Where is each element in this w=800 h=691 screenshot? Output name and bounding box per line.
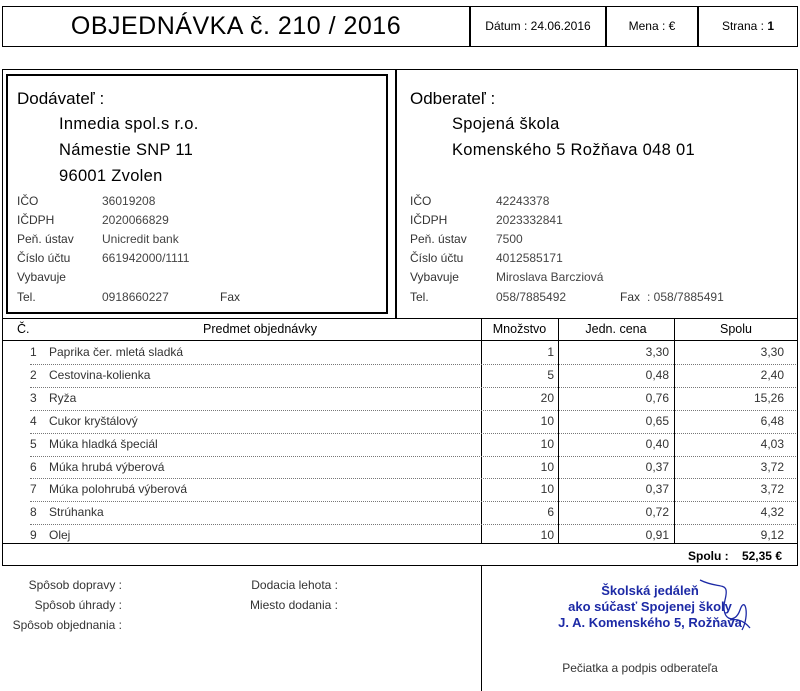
row-total: 4,03 (760, 436, 784, 451)
row-separator (30, 478, 796, 479)
row-item: Múka polohrubá výberová (49, 482, 188, 497)
row-number: 2 (30, 367, 37, 382)
col-header-price: Jedn. cena (585, 322, 647, 336)
supplier-field-label: Vybavuje (17, 270, 66, 284)
row-qty: 10 (540, 436, 554, 451)
row-total: 2,40 (760, 367, 784, 382)
supplier-field-label: IČO (17, 194, 39, 208)
row-separator (30, 524, 796, 525)
row-separator (30, 410, 796, 411)
col-header-total: Spolu (720, 322, 752, 336)
row-item: Ryža (49, 390, 77, 405)
supplier-heading: Dodávateľ : (17, 89, 105, 108)
parties-divider (395, 69, 397, 319)
row-total: 3,72 (760, 482, 784, 497)
customer-field-value: 4012585171 (496, 251, 563, 265)
order-title: OBJEDNÁVKA č. 210 / 2016 (2, 6, 470, 47)
row-number: 9 (30, 528, 37, 543)
date-value: 24.06.2016 (530, 19, 591, 33)
row-qty: 1 (547, 345, 554, 359)
row-number: 7 (30, 482, 37, 497)
row-separator (30, 433, 796, 434)
row-price: 0,65 (645, 413, 669, 428)
supplier-field-value: 36019208 (102, 194, 156, 208)
sum-label: Spolu : (688, 549, 729, 563)
row-number: 4 (30, 413, 37, 428)
payment-label: Spôsob úhrady : (34, 598, 122, 612)
row-total: 3,30 (760, 345, 784, 359)
row-item: Paprika čer. mletá sladká (49, 345, 184, 359)
row-total: 15,26 (753, 390, 784, 405)
sum-value: 52,35 € (741, 549, 782, 563)
row-total: 9,12 (760, 528, 784, 543)
row-price: 0,37 (645, 459, 669, 474)
row-qty: 5 (547, 367, 554, 382)
signature (690, 570, 770, 650)
customer-field-label: Tel. (410, 290, 429, 304)
row-qty: 20 (540, 390, 554, 405)
col-header-item: Predmet objednávky (203, 322, 317, 336)
row-separator (30, 456, 796, 457)
supplier-field-label: Tel. (17, 290, 36, 304)
supplier-field-label: Číslo účtu (17, 251, 71, 265)
row-number: 5 (30, 436, 37, 451)
supplier-field-value: 0918660227 (102, 290, 169, 304)
row-item: Strúhanka (49, 505, 104, 520)
row-item: Cestovina-kolienka (49, 367, 151, 382)
row-item: Olej (49, 528, 71, 543)
page-field (698, 6, 798, 47)
customer-fax-label: Fax (620, 290, 641, 304)
stamp-line: Školská jedáleň (601, 583, 699, 598)
row-item: Múka hladká špeciál (49, 436, 158, 451)
table-header-line (2, 340, 798, 341)
customer-field-value: 42243378 (496, 194, 550, 208)
row-separator (30, 364, 796, 365)
supplier-field-value: 661942000/1111 (102, 251, 190, 265)
customer-field-label: IČO (410, 194, 432, 208)
row-number: 1 (30, 345, 37, 359)
stamp-line: ako súčasť Spojenej školy (568, 599, 732, 614)
row-total: 3,72 (760, 459, 784, 474)
supplier-city: 96001 Zvolen (59, 167, 163, 185)
col-header-qty: Množstvo (492, 322, 547, 336)
currency-field (606, 6, 698, 47)
supplier-field-value: Unicredit bank (102, 232, 179, 246)
row-item: Múka hrubá výberová (49, 459, 165, 474)
customer-field-value: 058/7885492 (496, 290, 567, 304)
date-field (470, 6, 606, 47)
row-separator (30, 387, 796, 388)
page-value: 1 (767, 19, 775, 33)
customer-field-label: Peň. ústav (410, 232, 467, 246)
row-qty: 10 (540, 413, 554, 428)
currency-label: Mena : (628, 19, 666, 33)
table-sum-line (2, 543, 798, 544)
row-qty: 6 (547, 505, 554, 520)
supplier-field-value: 2020066829 (102, 213, 169, 227)
customer-name: Spojená škola (452, 115, 560, 133)
customer-address: Komenského 5 Rožňava 048 01 (452, 141, 695, 159)
row-qty: 10 (540, 528, 554, 543)
row-price: 0,76 (645, 390, 669, 405)
supplier-fax-label: Fax (220, 290, 241, 304)
signature-caption: Pečiatka a podpis odberateľa (562, 661, 718, 675)
customer-field-label: Vybavuje (410, 270, 459, 284)
order-method-label: Spôsob objednania : (12, 618, 122, 632)
row-number: 3 (30, 390, 37, 405)
customer-heading: Odberateľ : (410, 89, 496, 108)
customer-field-label: Číslo účtu (410, 251, 464, 265)
row-price: 0,91 (645, 528, 669, 543)
col-header-no: Č. (17, 322, 30, 336)
customer-fax-value: : 058/7885491 (647, 290, 724, 304)
place-label: Miesto dodania : (249, 598, 338, 612)
delivery-label: Dodacia lehota : (251, 578, 338, 592)
row-price: 3,30 (645, 345, 669, 359)
customer-field-value: Miroslava Barcziová (496, 270, 604, 284)
row-price: 0,48 (645, 367, 669, 382)
row-number: 8 (30, 505, 37, 520)
supplier-name: Inmedia spol.s r.o. (59, 115, 199, 133)
row-separator (30, 501, 796, 502)
row-total: 4,32 (760, 505, 784, 520)
supplier-street: Námestie SNP 11 (59, 141, 194, 159)
stamp-line: J. A. Komenského 5, Rožňava (558, 615, 742, 630)
transport-label: Spôsob dopravy : (28, 578, 122, 592)
supplier-field-label: IČDPH (17, 213, 55, 227)
customer-field-value: 2023332841 (496, 213, 563, 227)
row-qty: 10 (540, 482, 554, 497)
customer-field-label: IČDPH (410, 213, 448, 227)
row-price: 0,37 (645, 482, 669, 497)
row-price: 0,72 (645, 505, 669, 520)
row-qty: 10 (540, 459, 554, 474)
row-number: 6 (30, 459, 37, 474)
row-total: 6,48 (760, 413, 784, 428)
date-label: Dátum : (485, 19, 528, 33)
currency-value: € (668, 19, 676, 33)
row-item: Cukor kryštálový (49, 413, 138, 428)
customer-field-value: 7500 (496, 232, 523, 246)
row-price: 0,40 (645, 436, 669, 451)
page-label: Strana : (721, 19, 764, 33)
supplier-field-label: Peň. ústav (17, 232, 74, 246)
